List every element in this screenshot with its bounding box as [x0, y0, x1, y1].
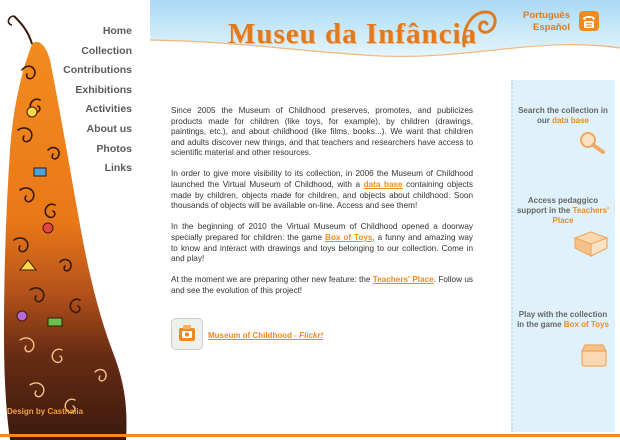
data-base-link[interactable]: data base: [363, 180, 403, 190]
telephone-icon[interactable]: [578, 10, 600, 32]
nav-item-photos[interactable]: Photos: [96, 142, 132, 155]
flickr-row: [171, 318, 371, 350]
design-credit[interactable]: [7, 407, 83, 416]
teachers-place-link[interactable]: Teachers' Place: [372, 275, 434, 285]
paragraph-text: containing objects made by children, objects made for children, and objects about childhood. Soon thousands of objects will be available on-line. Access and see them!: [171, 180, 473, 211]
data-base-paragraph: [171, 169, 473, 211]
nav-item-home[interactable]: Home: [102, 25, 132, 37]
flickr-link-label: Museum of Childhood -: [208, 331, 300, 340]
language-link-portugues[interactable]: Português: [523, 10, 570, 21]
flickr-box-icon[interactable]: [171, 318, 203, 350]
toy-box-icon: [579, 342, 609, 368]
flickr-link-site: Flickr!: [299, 331, 324, 340]
paragraph-text: At the moment we are preparing other new feature: the: [171, 275, 373, 285]
nav-item-links[interactable]: Links: [104, 162, 132, 175]
main-content: [171, 106, 473, 307]
box-of-toys-paragraph: [171, 222, 473, 264]
nav-item-about-us[interactable]: About us: [86, 122, 132, 135]
panel-data-base-link[interactable]: data base: [552, 116, 589, 125]
footer-divider: [0, 434, 620, 437]
swirl-ornament-icon: [458, 6, 500, 52]
box-of-toys-link[interactable]: Box of Toys: [324, 232, 373, 242]
panel-text: Search the collection in our: [518, 106, 608, 125]
box-of-toys-box[interactable]: [515, 310, 611, 330]
main-navigation: [62, 22, 132, 179]
nav-item-collection[interactable]: Collection: [81, 44, 132, 57]
site-title[interactable]: Museu da Infância: [228, 18, 478, 50]
panel-text: Play with the collection in the game: [517, 310, 608, 329]
language-selector: [522, 10, 570, 34]
book-icon: [573, 230, 609, 258]
panel-text: Access pedaggico support in the: [516, 196, 599, 215]
paragraph-text: In the beginning of 2010 the Virtual Museum of Childhood opened a doorway specially prepared for children: the game: [171, 222, 473, 242]
teachers-support-box[interactable]: [515, 196, 611, 226]
paragraph-text: In order to give more visibility to its collection, in 2006 the Museum of Childhood launched the Virtual Museum of Childhood, with a: [171, 169, 473, 190]
flickr-link[interactable]: [208, 331, 323, 340]
nav-item-activities[interactable]: Activities: [85, 103, 132, 116]
search-collection-box[interactable]: [515, 106, 611, 126]
panel-teachers-place-link[interactable]: Teachers' Place: [552, 206, 609, 225]
paragraph-text: , a funny and amazing way to know and interact with drawings and toys belonging to our collection. Come in and play!: [171, 232, 474, 264]
magnifier-icon: [577, 130, 607, 154]
panel-box-of-toys-link[interactable]: Box of Toys: [563, 320, 609, 329]
intro-paragraph: Since 2005 the Museum of Childhood preserves, promotes, and publicizes products made for children (like toys, for example), by children (drawings, paintings, etc.), and about childhood (like films, books...). We want that children and adults discover new things, and that teachers and researchers have access to scientific material and other resources.: [171, 106, 473, 158]
paragraph-text: . Follow us and see the evolution of this project!: [171, 275, 473, 295]
nav-item-contributions[interactable]: Contributions: [63, 64, 132, 77]
side-panel: [511, 80, 615, 432]
nav-item-exhibitions[interactable]: Exhibitions: [75, 83, 132, 96]
design-credit-prefix: Design by: [7, 407, 48, 416]
teachers-place-paragraph: [171, 275, 473, 296]
language-link-espanol[interactable]: Español: [533, 22, 570, 33]
design-credit-name[interactable]: Casthalia: [47, 407, 84, 416]
